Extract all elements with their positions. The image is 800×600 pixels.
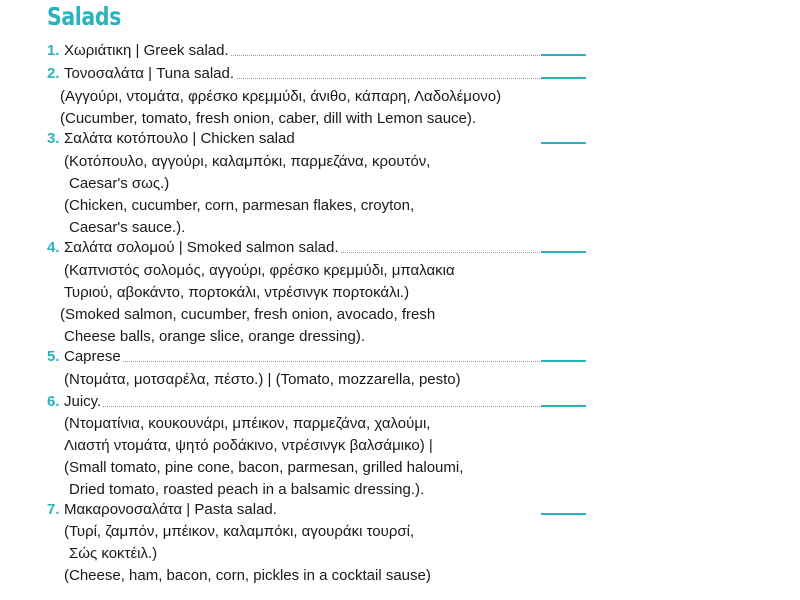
item-description-line: Τυριού, αβοκάντο, πορτοκάλι, ντρέσινγκ πορτοκάλι.) bbox=[64, 284, 410, 301]
item-description-line: (Κοτόπουλο, αγγούρι, καλαμπόκι, παρμεζάνα, κρουτόν, bbox=[64, 153, 431, 170]
item-number: 4. bbox=[47, 239, 60, 256]
menu-item bbox=[0, 391, 800, 413]
item-description-line: Caesar's sauce.). bbox=[69, 219, 186, 236]
item-number: 5. bbox=[47, 348, 60, 365]
menu-item bbox=[0, 40, 800, 62]
item-description-line: (Ντομάτα, μοτσαρέλα, πέστο.) | (Tomato, mozzarella, pesto) bbox=[64, 371, 461, 388]
dotted-leader bbox=[66, 361, 540, 362]
menu-item bbox=[0, 346, 800, 368]
price-blank-line bbox=[541, 405, 586, 407]
item-description-line: (Καπνιστός σολομός, αγγούρι, φρέσκο κρεμμύδι, μπαλακια bbox=[64, 262, 455, 279]
item-description-line: Λιαστή ντομάτα, ψητό ροδάκινο, ντρέσινγκ βαλσάμικο) | bbox=[64, 437, 433, 454]
item-name: Σαλάτα σολομού | Smoked salmon salad. bbox=[64, 237, 341, 259]
item-description-line: (Cheese, ham, bacon, corn, pickles in a cocktail sause) bbox=[64, 567, 431, 584]
price-blank-line bbox=[541, 54, 586, 56]
item-name: Χωριάτικη | Greek salad. bbox=[64, 40, 231, 62]
price-blank-line bbox=[541, 513, 586, 515]
item-name: Juicy. bbox=[64, 391, 103, 413]
menu-item bbox=[0, 499, 800, 521]
item-name: Σαλάτα κοτόπουλο | Chicken salad bbox=[64, 128, 297, 150]
item-description-line: Σώς κοκτέιλ.) bbox=[69, 545, 158, 562]
item-name: Τονοσαλάτα | Tuna salad. bbox=[64, 63, 236, 85]
item-number: 6. bbox=[47, 393, 60, 410]
item-description-line: (Ντοματίνια, κουκουνάρι, μπέικον, παρμεζάνα, χαλούμι, bbox=[64, 415, 431, 432]
item-description-line: (Τυρί, ζαμπόν, μπέικον, καλαμπόκι, αγουράκι τουρσί, bbox=[64, 523, 415, 540]
item-number: 2. bbox=[47, 65, 60, 82]
item-description-line: (Small tomato, pine cone, bacon, parmesan, grilled haloumi, bbox=[64, 459, 464, 476]
item-name: Μακαρονοσαλάτα | Pasta salad. bbox=[64, 499, 279, 521]
item-description-line: (Smoked salmon, cucumber, fresh onion, avocado, fresh bbox=[60, 306, 436, 323]
item-description-line: (Cucumber, tomato, fresh onion, caber, dill with Lemon sauce). bbox=[60, 110, 477, 127]
menu-item bbox=[0, 237, 800, 259]
item-name: Caprese bbox=[64, 346, 123, 368]
price-blank-line bbox=[541, 360, 586, 362]
item-description-line: Cheese balls, orange slice, orange dressing). bbox=[64, 328, 366, 345]
item-number: 3. bbox=[47, 130, 60, 147]
item-description-line: (Chicken, cucumber, corn, parmesan flakes, croyton, bbox=[64, 197, 415, 214]
price-blank-line bbox=[541, 77, 586, 79]
item-description-line: (Αγγούρι, ντομάτα, φρέσκο κρεμμύδι, άνιθο, κάπαρη, Λαδολέμονο) bbox=[60, 88, 502, 105]
menu-item bbox=[0, 63, 800, 85]
item-description-line: Dried tomato, roasted peach in a balsamic dressing.). bbox=[69, 481, 425, 498]
item-description-line: Caesar's σως.) bbox=[69, 175, 170, 192]
dotted-leader bbox=[66, 406, 540, 407]
price-blank-line bbox=[541, 142, 586, 144]
section-title: Salads bbox=[47, 2, 121, 31]
menu-item bbox=[0, 128, 800, 150]
price-blank-line bbox=[541, 251, 586, 253]
item-number: 1. bbox=[47, 42, 60, 59]
item-number: 7. bbox=[47, 501, 60, 518]
